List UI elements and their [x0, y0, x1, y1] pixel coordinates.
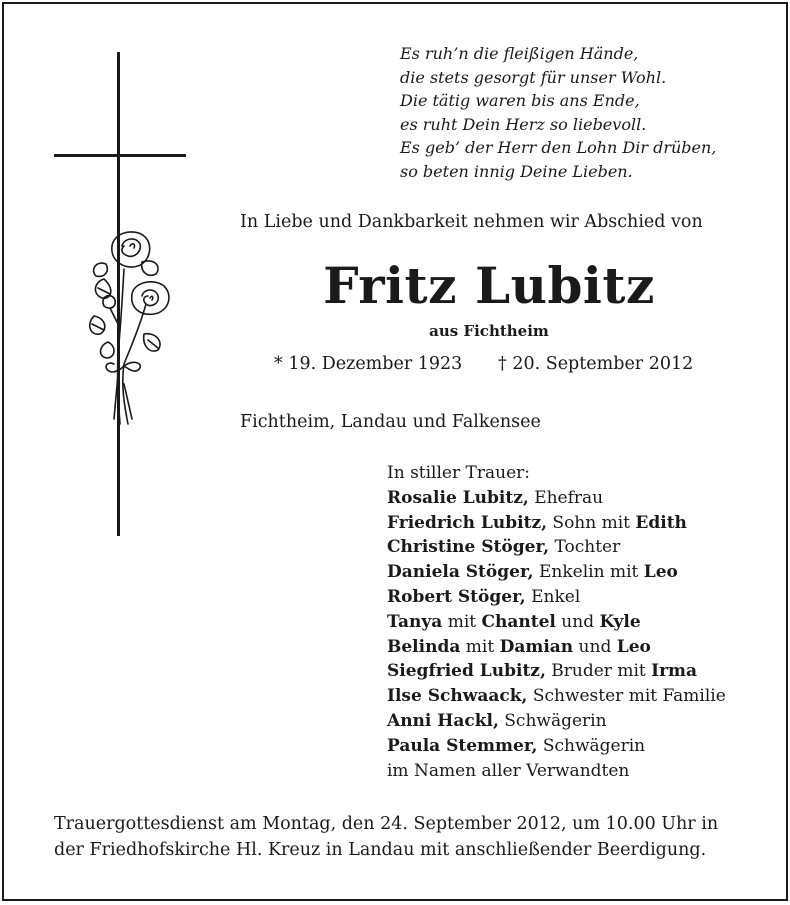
mourner-row — [387, 511, 782, 536]
mourner-row — [387, 659, 782, 684]
mourner-relation: Schwester mit Familie — [527, 686, 726, 707]
mourner-relation: Bruder mit — [545, 661, 652, 682]
cross-icon-bar — [54, 154, 186, 157]
mourner-name: Edith — [635, 512, 687, 533]
mourner-relation: und — [573, 636, 617, 657]
death-date: † 20. September 2012 — [498, 354, 694, 374]
birth-date: * 19. Dezember 1923 — [274, 354, 463, 374]
mourner-relation: mit — [460, 636, 500, 657]
mourner-row — [387, 734, 782, 759]
places-line: Fichtheim, Landau und Falkensee — [240, 412, 541, 432]
poem-line: Die tätig waren bis ans Ende, — [400, 91, 640, 110]
poem — [400, 42, 780, 183]
mourner-row — [387, 759, 782, 784]
poem-line: so beten innig Deine Lieben. — [400, 161, 633, 181]
mourner-relation: Schwägerin — [537, 735, 646, 756]
poem-line: Es geb’ der Herr den Lohn Dir drüben, — [400, 138, 717, 157]
mourner-row — [387, 560, 782, 585]
deceased-name: Fritz Lubitz — [323, 256, 655, 315]
mourner-row — [387, 635, 782, 660]
mourner-relation: mit — [442, 611, 482, 632]
roses-icon — [84, 224, 184, 429]
mourner-relation: Ehefrau — [528, 487, 604, 508]
mourner-name: Daniela Stöger, — [387, 562, 534, 583]
mourner-relation: Tochter — [549, 537, 621, 558]
mourner-name: Tanya — [387, 611, 443, 632]
mourner-name: Leo — [616, 636, 651, 657]
mourner-name: Robert Stöger, — [387, 586, 526, 607]
mourner-relation: Enkel — [525, 586, 581, 607]
mourner-row — [387, 684, 782, 709]
mourner-name: Belinda — [387, 636, 461, 657]
mourner-name: Ilse Schwaack, — [387, 686, 528, 707]
mourner-relation: Sohn mit — [547, 512, 636, 533]
mourner-name: Anni Hackl, — [387, 710, 499, 731]
mourner-name: Paula Stemmer, — [387, 735, 538, 756]
deceased-origin: aus Fichtheim — [429, 322, 549, 340]
mourner-row — [387, 585, 782, 610]
mourner-row — [387, 610, 782, 635]
poem-line: Es ruh’n die fleißigen Hände, — [400, 44, 639, 63]
mourner-row — [387, 709, 782, 734]
service-line: Trauergottesdienst am Montag, den 24. September 2012, um 10.00 Uhr in — [54, 814, 719, 834]
mourner-row — [387, 486, 782, 511]
mourner-rows — [387, 486, 782, 784]
poem-line: die stets gesorgt für unser Wohl. — [400, 67, 667, 87]
mourner-name: Christine Stöger, — [387, 537, 550, 558]
mourner-name: Leo — [643, 562, 678, 583]
service-line: der Friedhofskirche Hl. Kreuz in Landau mit anschließender Beerdigung. — [54, 839, 707, 860]
poem-line: es ruht Dein Herz so liebevoll. — [400, 114, 647, 134]
obituary-notice — [2, 2, 788, 901]
farewell-intro: In Liebe und Dankbarkeit nehmen wir Abschied von — [240, 212, 703, 232]
mourner-name: Damian — [499, 636, 574, 657]
mourner-name: Siegfried Lubitz, — [387, 661, 546, 682]
mourner-name: Rosalie Lubitz, — [387, 487, 529, 508]
mourner-relation: und — [555, 611, 600, 632]
mourner-name: Chantel — [481, 611, 556, 632]
mourner-row — [387, 535, 782, 560]
funeral-service — [54, 812, 754, 863]
mourners-list — [387, 461, 782, 783]
mourner-name: Irma — [651, 661, 698, 682]
mourners-heading: In stiller Trauer: — [387, 463, 530, 483]
mourner-name: Kyle — [599, 611, 641, 632]
mourner-name: Friedrich Lubitz, — [387, 512, 548, 533]
mourner-relation: Schwägerin — [498, 710, 607, 731]
mourner-relation: im Namen aller Verwandten — [387, 760, 630, 781]
mourner-relation: Enkelin mit — [533, 562, 644, 583]
